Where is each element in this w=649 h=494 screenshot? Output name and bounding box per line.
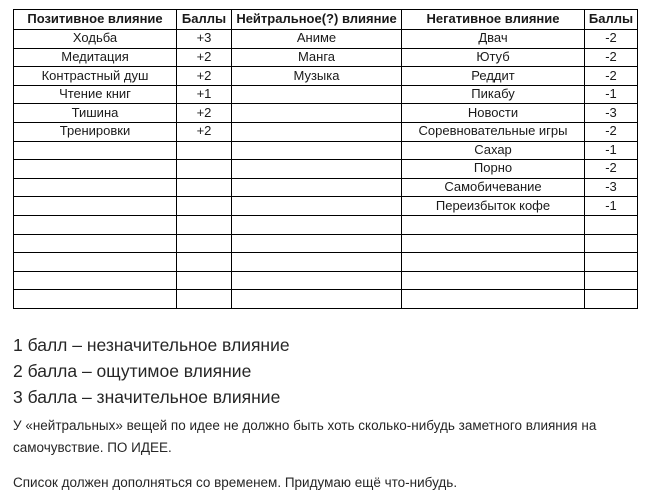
table-cell: -3 [585,104,638,123]
table-row [14,178,638,197]
table-cell: +2 [177,67,232,86]
table-cell [402,215,585,234]
table-cell: Переизбыток кофе [402,197,585,216]
table-row [14,85,638,104]
table-cell [232,197,402,216]
table-cell [14,141,177,160]
table-cell [177,271,232,290]
table-cell: Новости [402,104,585,123]
table-cell: -2 [585,30,638,49]
table-cell [585,271,638,290]
table-cell [402,290,585,309]
column-header: Позитивное влияние [14,10,177,30]
table-cell [232,234,402,253]
table-cell [14,160,177,179]
table-cell: Медитация [14,48,177,67]
table-cell: -2 [585,160,638,179]
table-cell [402,234,585,253]
legend-line-2: 2 балла – ощутимое влияние [13,360,252,381]
table-cell [177,178,232,197]
table-cell: Контрастный душ [14,67,177,86]
table-cell: +1 [177,85,232,104]
column-header: Баллы [585,10,638,30]
table-cell [585,215,638,234]
note-paragraph-neutral [13,415,649,459]
table-row [14,104,638,123]
table-cell: Пикабу [402,85,585,104]
table-cell: Соревновательные игры [402,122,585,141]
table-cell [177,141,232,160]
table-cell [232,253,402,272]
table-cell: Порно [402,160,585,179]
note-paragraph-neutral-line-2: самочувствие. ПО ИДЕЕ. [13,439,172,455]
notes-section [13,415,649,494]
table-cell: -1 [585,197,638,216]
table-row [14,215,638,234]
table-cell [585,234,638,253]
table-cell: Музыка [232,67,402,86]
table-row [14,271,638,290]
table-row [14,197,638,216]
table-cell: -1 [585,141,638,160]
table-cell: Чтение книг [14,85,177,104]
table-cell [232,160,402,179]
table-cell: -1 [585,85,638,104]
table-cell: Реддит [402,67,585,86]
table-cell [177,215,232,234]
score-legend [13,332,649,410]
table-cell [232,215,402,234]
influence-table [13,9,638,309]
note-paragraph-list: Список должен дополняться со временем. Придумаю ещё что-нибудь. [13,474,458,490]
table-cell: Манга [232,48,402,67]
table-cell [232,104,402,123]
table-cell [232,290,402,309]
legend-line-3: 3 балла – значительное влияние [13,386,281,407]
table-cell: -3 [585,178,638,197]
table-cell [14,234,177,253]
table-cell: Ютуб [402,48,585,67]
table-cell [585,253,638,272]
table-cell: Ходьба [14,30,177,49]
column-header: Нейтральное(?) влияние [232,10,402,30]
table-header-row [14,10,638,30]
table-cell [14,178,177,197]
note-paragraph-neutral-line-1: У «нейтральных» вещей по идее не должно быть хоть сколько-нибудь заметного влияния на [13,417,597,433]
table-cell [232,271,402,290]
table-cell: -2 [585,122,638,141]
table-cell [177,290,232,309]
table-cell: -2 [585,67,638,86]
column-header: Негативное влияние [402,10,585,30]
table-cell [177,253,232,272]
table-row [14,48,638,67]
table-row [14,160,638,179]
table-row [14,141,638,160]
table-cell [14,215,177,234]
table-cell [177,160,232,179]
table-cell [585,290,638,309]
table-cell [232,141,402,160]
table-cell [177,234,232,253]
table-cell [14,271,177,290]
table-row [14,234,638,253]
table-cell: +2 [177,48,232,67]
table-cell [402,271,585,290]
table-cell [14,197,177,216]
table-cell [402,253,585,272]
table-cell: +3 [177,30,232,49]
table-row [14,253,638,272]
table-cell [232,122,402,141]
table-row [14,67,638,86]
legend-line-1: 1 балл – незначительное влияние [13,334,290,355]
table-cell: Тренировки [14,122,177,141]
table-cell: +2 [177,122,232,141]
table-cell [177,197,232,216]
table-row [14,30,638,49]
table-cell: -2 [585,48,638,67]
table-cell [14,290,177,309]
table-cell: +2 [177,104,232,123]
table-cell: Аниме [232,30,402,49]
table-cell: Тишина [14,104,177,123]
column-header: Баллы [177,10,232,30]
table-cell [14,253,177,272]
table-row [14,122,638,141]
table-cell [232,178,402,197]
table-cell: Сахар [402,141,585,160]
table-cell: Двач [402,30,585,49]
table-cell [232,85,402,104]
table-row [14,290,638,309]
table-cell: Самобичевание [402,178,585,197]
